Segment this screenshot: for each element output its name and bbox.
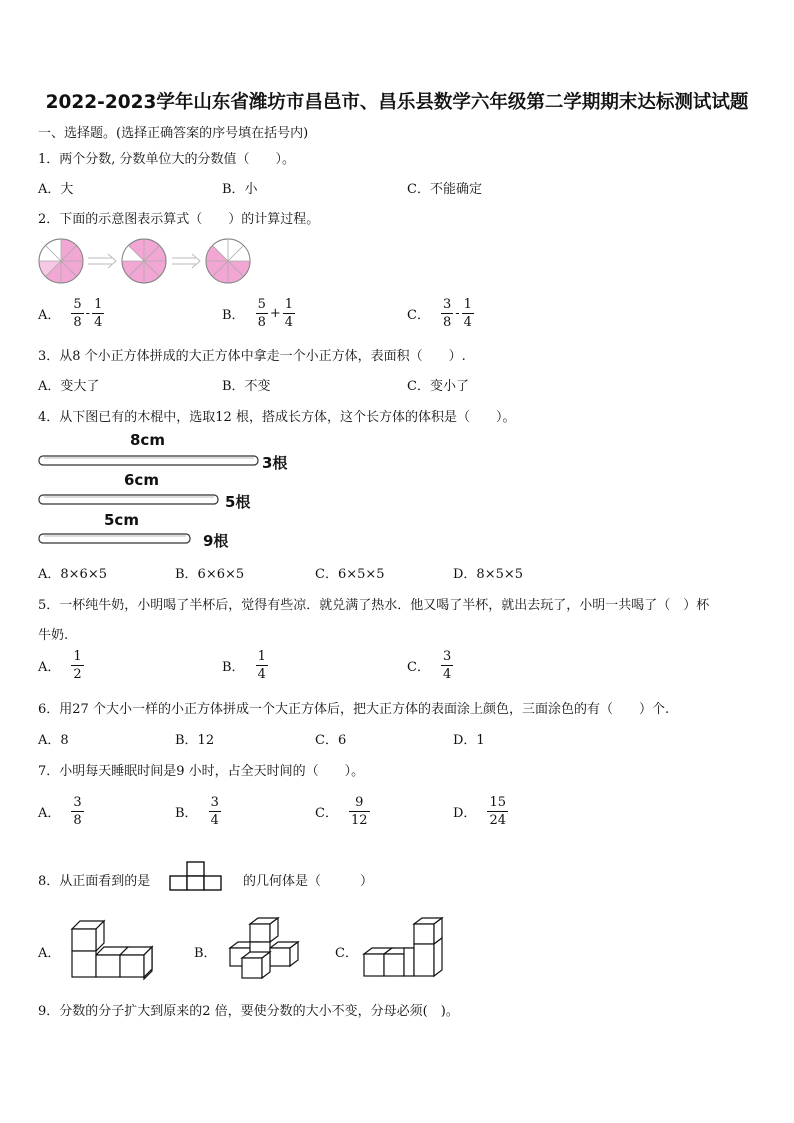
- q8-option-a-label[interactable]: A．: [38, 946, 61, 961]
- q4-option-b[interactable]: B．6×6×5: [175, 567, 245, 582]
- q8-option-a-figure[interactable]: [68, 915, 164, 985]
- question-4-stem: 4．从下图已有的木棍中，选取12 根，搭成长方体，这个长方体的体积是（ ）。: [38, 410, 516, 425]
- stick-2-count: 5根: [225, 493, 251, 511]
- q2-option-b[interactable]: B． $\frac{5}{8}$ + $\frac{1}{4}$: [222, 297, 294, 330]
- stick-3-length: 5cm: [104, 511, 139, 529]
- q3-option-b[interactable]: B．不变: [222, 379, 271, 394]
- question-6-stem: 6．用27 个大小一样的小正方体拼成一个大正方体后，把大正方体的表面涂上颜色，三面涂色的有（ ）个.: [38, 702, 670, 717]
- stick-3-count: 9根: [203, 532, 229, 550]
- question-9-stem: 9．分数的分子扩大到原来的2 倍，要使分数的大小不变，分母必须( )。: [38, 1004, 459, 1019]
- front-view-figure: [168, 860, 224, 892]
- q8-option-b-figure[interactable]: [222, 914, 312, 984]
- circle-group: [36, 236, 266, 286]
- q5-option-b[interactable]: B． $\frac{1}{4}$: [222, 649, 266, 682]
- q2-option-c[interactable]: C． $\frac{3}{8}$ - $\frac{1}{4}$: [407, 297, 472, 330]
- page-title: 2022-2023学年山东省潍坊市昌邑市、昌乐县数学六年级第二学期期末达标测试试题: [45, 92, 749, 113]
- q7-option-a[interactable]: A． $\frac{3}{8}$: [38, 795, 82, 828]
- q7-option-d[interactable]: D． $\frac{15}{24}$: [453, 795, 506, 828]
- stick-3: [38, 532, 192, 546]
- question-5-stem: 5．一杯纯牛奶，小明喝了半杯后，觉得有些凉．就兑满了热水．他又喝了半杯，就出去玩了，小明一共喝了（ ）杯: [38, 598, 710, 613]
- q5-option-c[interactable]: C． $\frac{3}{4}$: [407, 649, 452, 682]
- question-7-stem: 7．小明每天睡眠时间是9 小时，占全天时间的（ ）。: [38, 764, 365, 779]
- q4-option-c[interactable]: C．6×5×5: [315, 567, 385, 582]
- question-5-stem-cont: 牛奶.: [38, 628, 69, 643]
- q8-option-b-label[interactable]: B．: [194, 946, 217, 961]
- stick-1-count: 3根: [262, 454, 288, 472]
- q6-option-b[interactable]: B．12: [175, 733, 215, 748]
- q1-option-b[interactable]: B．小: [222, 182, 258, 197]
- stick-1: [38, 454, 260, 468]
- question-8-stem: 8．从正面看到的是: [38, 874, 151, 889]
- stick-1-length: 8cm: [130, 431, 165, 449]
- question-8-stem-end: 的几何体是（ ）: [243, 874, 374, 889]
- q1-option-c[interactable]: C．不能确定: [407, 182, 482, 197]
- stick-2: [38, 493, 220, 507]
- question-2-stem: 2．下面的示意图表示算式（ ）的计算过程。: [38, 212, 320, 227]
- stick-2-length: 6cm: [124, 471, 159, 489]
- q2-option-a[interactable]: A． $\frac{5}{8}$ - $\frac{1}{4}$: [38, 297, 103, 330]
- section-heading: 一、选择题。(选择正确答案的序号填在括号内): [38, 126, 309, 141]
- q4-option-a[interactable]: A．8×6×5: [38, 567, 107, 582]
- q6-option-a[interactable]: A．8: [38, 733, 69, 748]
- q3-option-c[interactable]: C．变小了: [407, 379, 469, 394]
- q8-option-c-label[interactable]: C．: [335, 946, 358, 961]
- q1-option-a[interactable]: A．大: [38, 182, 74, 197]
- q7-option-b[interactable]: B． $\frac{3}{4}$: [175, 795, 219, 828]
- q6-option-c[interactable]: C．6: [315, 733, 347, 748]
- question-3-stem: 3．从8 个小正方体拼成的大正方体中拿走一个小正方体，表面积（ ）.: [38, 349, 466, 364]
- q6-option-d[interactable]: D．1: [453, 733, 485, 748]
- q3-option-a[interactable]: A．变大了: [38, 379, 100, 394]
- question-1-stem: 1．两个分数, 分数单位大的分数值（ ）。: [38, 152, 296, 167]
- q4-option-d[interactable]: D．8×5×5: [453, 567, 524, 582]
- q5-option-a[interactable]: A． $\frac{1}{2}$: [38, 649, 82, 682]
- q8-option-c-figure[interactable]: [362, 914, 448, 980]
- q7-option-c[interactable]: C． $\frac{9}{12}$: [315, 795, 368, 828]
